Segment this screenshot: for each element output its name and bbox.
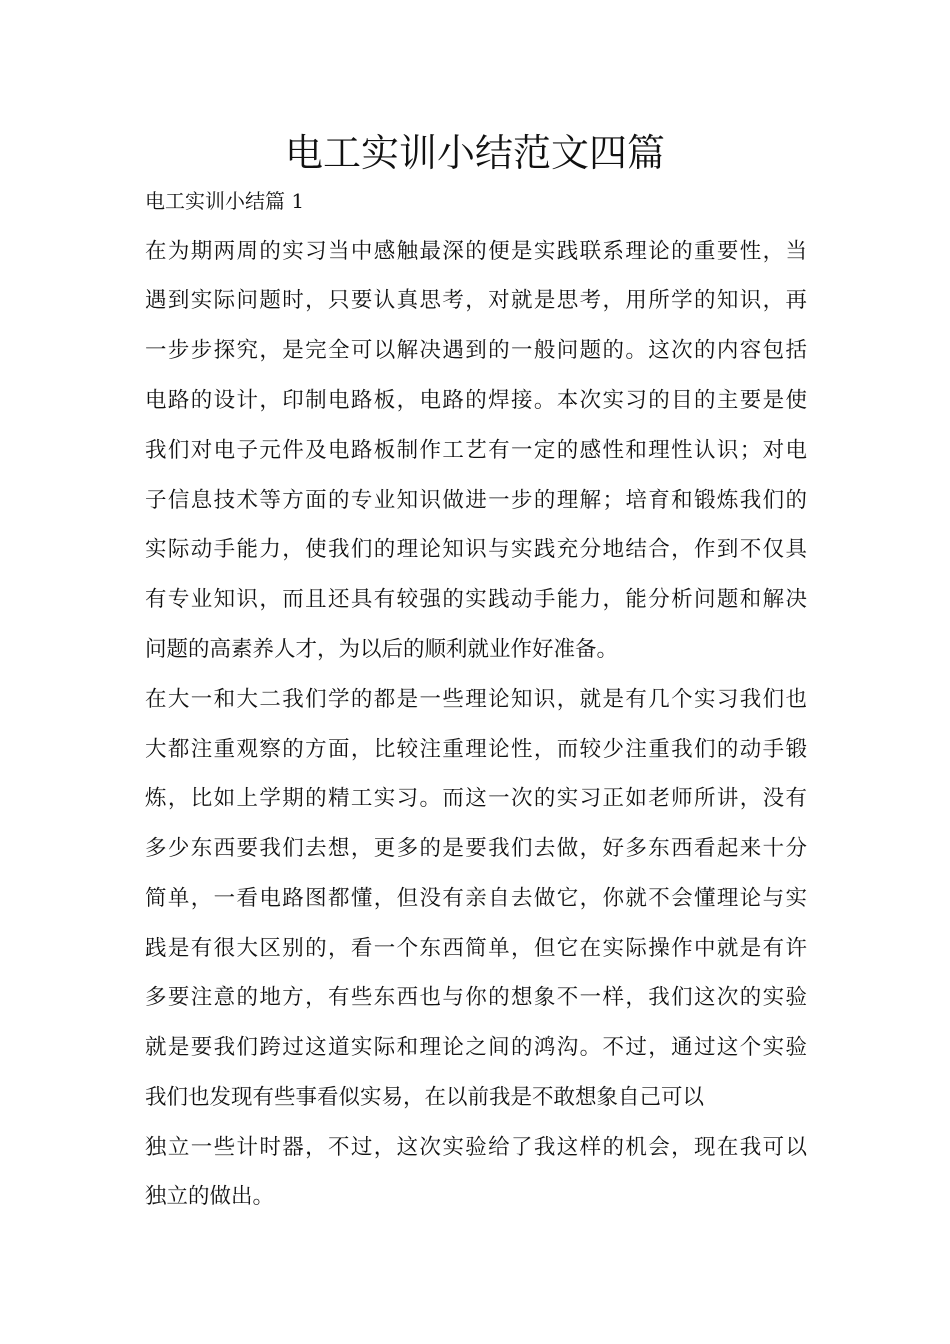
body-line: 多要注意的地方，有些东西也与你的想象不一样，我们这次的实验 xyxy=(145,985,807,1010)
document-title: 电工实训小结范文四篇 xyxy=(284,131,665,175)
body-line: 就是要我们跨过这道实际和理论之间的鸿沟。不过，通过这个实验 xyxy=(145,1035,807,1060)
body-line: 我们对电子元件及电路板制作工艺有一定的感性和理性认识；对电 xyxy=(145,438,807,463)
body-line: 一步步探究，是完全可以解决遇到的一般问题的。这次的内容包括 xyxy=(145,338,807,363)
body-line: 子信息技术等方面的专业知识做进一步的理解；培育和锻炼我们的 xyxy=(145,488,807,513)
body-line: 独立一些计时器，不过，这次实验给了我这样的机会，现在我可以 xyxy=(145,1135,807,1160)
body-line: 问题的高素养人才，为以后的顺利就业作好准备。 xyxy=(145,637,619,662)
body-line: 炼，比如上学期的精工实习。而这一次的实习正如老师所讲，没有 xyxy=(145,786,807,811)
body-line: 简单，一看电路图都懂，但没有亲自去做它，你就不会懂理论与实 xyxy=(145,886,807,911)
body-line: 践是有很大区别的，看一个东西简单，但它在实际操作中就是有许 xyxy=(145,936,807,961)
body-line: 有专业知识，而且还具有较强的实践动手能力，能分析问题和解决 xyxy=(145,587,807,612)
section-heading: 电工实训小结篇 1 xyxy=(145,189,305,213)
body-line: 在大一和大二我们学的都是一些理论知识，就是有几个实习我们也 xyxy=(145,687,807,712)
body-line: 大都注重观察的方面，比较注重理论性，而较少注重我们的动手锻 xyxy=(145,737,807,762)
body-line: 电路的设计，印制电路板，电路的焊接。本次实习的目的主要是使 xyxy=(145,388,807,413)
body-line: 实际动手能力，使我们的理论知识与实践充分地结合，作到不仅具 xyxy=(145,537,807,562)
body-line: 遇到实际问题时，只要认真思考，对就是思考，用所学的知识，再 xyxy=(145,288,807,313)
body-line: 多少东西要我们去想，更多的是要我们去做，好多东西看起来十分 xyxy=(145,836,807,861)
body-line: 我们也发现有些事看似实易，在以前我是不敢想象自己可以 xyxy=(145,1085,705,1110)
body-line: 在为期两周的实习当中感触最深的便是实践联系理论的重要性，当 xyxy=(145,239,807,264)
body-line: 独立的做出。 xyxy=(145,1184,275,1209)
